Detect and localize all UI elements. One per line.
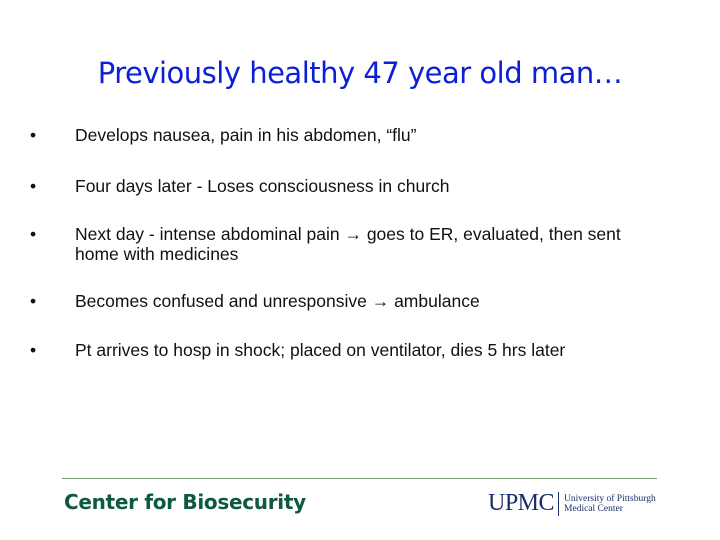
bullet-item <box>26 176 696 196</box>
upmc-subtitle-line1: University of Pittsburgh <box>564 493 656 504</box>
bullet-text: Becomes confused and unresponsive → ambulance <box>75 291 480 311</box>
upmc-subtitle-line2: Medical Center <box>564 503 623 514</box>
upmc-separator <box>558 492 559 516</box>
bullet-text: Develops nausea, pain in his abdomen, “flu” <box>75 125 417 145</box>
footer-divider <box>62 478 657 479</box>
upmc-subtitle <box>564 494 656 514</box>
slide-title: Previously healthy 47 year old man… <box>97 56 623 90</box>
bullet-dot: • <box>30 291 37 311</box>
bullet-item <box>26 291 696 311</box>
bullet-dot: • <box>30 340 37 360</box>
bullet-dot: • <box>30 224 37 244</box>
bullet-text: Pt arrives to hosp in shock; placed on ventilator, dies 5 hrs later <box>75 340 566 360</box>
center-for-biosecurity-logo: Center for Biosecurity <box>64 490 306 514</box>
bullet-text: Next day - intense abdominal pain → goes to ER, evaluated, then sent home with medicines <box>75 224 621 264</box>
upmc-wordmark: UPMC <box>488 490 555 516</box>
bullet-item <box>26 125 696 145</box>
bullet-item <box>26 340 696 360</box>
bullet-item <box>26 224 696 264</box>
bullet-dot: • <box>30 125 37 145</box>
upmc-logo <box>488 490 656 517</box>
bullet-dot: • <box>30 176 37 196</box>
bullet-text: Four days later - Loses consciousness in church <box>75 176 450 196</box>
